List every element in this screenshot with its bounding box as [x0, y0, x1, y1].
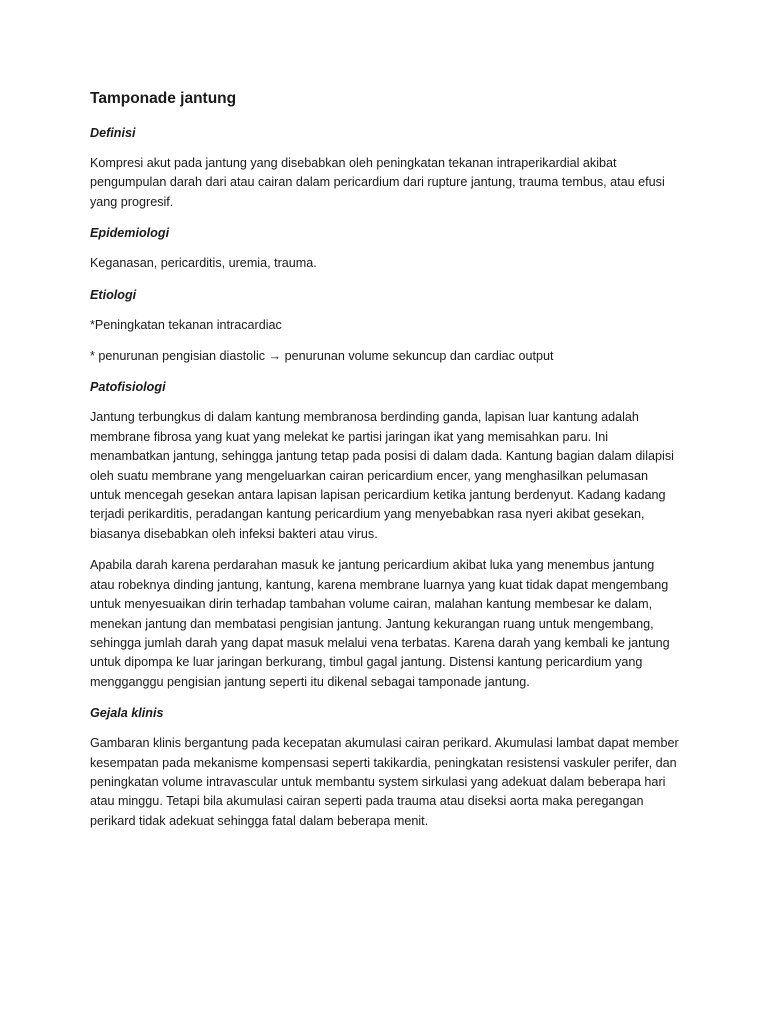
paragraph-epidemiologi: Keganasan, pericarditis, uremia, trauma.	[90, 256, 317, 271]
heading-definisi: Definisi	[90, 126, 136, 140]
paragraph-etiologi-1: *Peningkatan tekanan intracardiac	[90, 317, 282, 332]
heading-epidemiologi: Epidemiologi	[90, 226, 170, 241]
paragraph-definisi: Kompresi akut pada jantung yang disebabkan oleh peningkatan tekanan intraperikardial akibat pengumpulan darah dari atau cairan dalam pericardium dari rupture jantung, trauma tembus, atau efusi yang progresif.	[90, 156, 665, 209]
heading-patofisiologi: Patofisiologi	[90, 380, 166, 395]
paragraph-patofisiologi-2: Apabila darah karena perdarahan masuk ke jantung pericardium akibat luka yang menembus jantung atau robeknya dinding jantung, kantung, karena membrane luarnya yang kuat tidak dapat mengembang untuk menyesuaikan dirin terhadap tambahan volume cairan, malahan kantung membesar ke dalam, menekan jantung dan membatasi pengisian jantung. Jantung kekurangan ruang untuk mengembang, sehingga jumlah darah yang dapat masuk melalui vena terbatas. Karena darah yang kembali ke jantung untuk dipompa ke luar jaringan berkurang, timbul gagal jantung. Distensi kantung pericardium yang mengganggu pengisian jantung seperti itu dikenal sebagai tamponade jantung.	[90, 558, 670, 689]
document-page	[90, 88, 682, 843]
document-title: Tamponade jantung	[90, 90, 237, 107]
paragraph-gejala-klinis: Gambaran klinis bergantung pada kecepatan akumulasi cairan perikard. Akumulasi lambat dapat member kesempatan pada mekanisme kompensasi seperti takikardia, peningkatan resistensi vaskuler perifer, dan peningkatan volume intravascular untuk membantu system sirkulasi yang adekuat dalam beberapa hari atau minggu. Tetapi bila akumulasi cairan seperti pada trauma atau diseksi aorta maka peregangan perikard tidak adekuat sehingga fatal dalam beberapa menit.	[90, 736, 679, 828]
heading-etiologi: Etiologi	[90, 287, 137, 302]
paragraph-patofisiologi-1: Jantung terbungkus di dalam kantung membranosa berdinding ganda, lapisan luar kantung adalah membrane fibrosa yang kuat yang melekat ke partisi jaringan ikat yang memisahkan paru. Ini menambatkan jantung, sehingga jantung tetap pada posisi di dalam dada. Kantung bagian dalam dilapisi oleh suatu membrane yang mengeluarkan cairan pericardium encer, yang menghasilkan pelumasan untuk mencegah gesekan antara lapisan lapisan pericardium ketika jantung berdenyut. Kadang kadang terjadi perikarditis, peradangan kantung pericardium yang menyebabkan rasa nyeri akibat gesekan, biasanya disebabkan oleh infeksi bakteri atau virus.	[90, 410, 674, 541]
paragraph-etiologi-2: * penurunan pengisian diastolic → penurunan volume sekuncup dan cardiac output	[90, 349, 554, 364]
heading-gejala-klinis: Gejala klinis	[90, 706, 164, 721]
